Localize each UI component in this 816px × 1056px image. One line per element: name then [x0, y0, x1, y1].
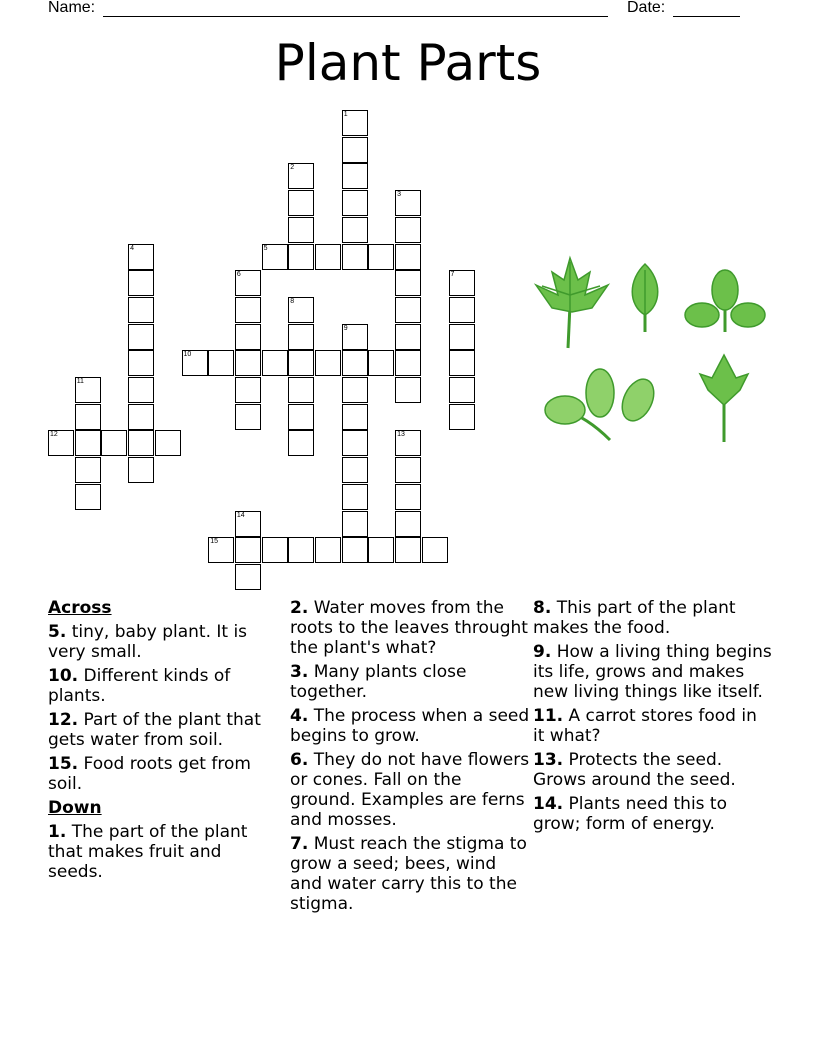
crossword-cell[interactable] [395, 484, 421, 510]
crossword-cell[interactable] [288, 537, 314, 563]
clue-number: 9 [343, 324, 348, 332]
crossword-cell[interactable] [235, 404, 261, 430]
crossword-cell[interactable] [449, 324, 475, 350]
crossword-cell[interactable] [128, 457, 154, 483]
crossword-cell[interactable] [395, 270, 421, 296]
clue-num: 11. [533, 706, 564, 726]
leaf-icon [545, 369, 660, 440]
crossword-cell[interactable] [128, 324, 154, 350]
crossword-cell[interactable] [235, 324, 261, 350]
crossword-cell[interactable] [235, 297, 261, 323]
crossword-cell[interactable] [75, 404, 101, 430]
clue-text: The process when a seed begins to grow. [290, 706, 530, 746]
clue-number: 12 [50, 431, 58, 439]
crossword-cell[interactable] [288, 163, 314, 189]
clue-item [48, 822, 280, 882]
crossword-cell[interactable] [235, 350, 261, 376]
clue-number: 7 [450, 271, 455, 279]
page-title: Plant Parts [274, 34, 542, 92]
clue-num: 3. [290, 662, 309, 682]
clue-item [48, 666, 280, 706]
clue-item [533, 750, 773, 790]
crossword-cell[interactable] [342, 404, 368, 430]
crossword-cell[interactable] [48, 430, 74, 456]
crossword-cell[interactable] [288, 190, 314, 216]
crossword-cell[interactable] [342, 324, 368, 350]
crossword-cell[interactable] [342, 484, 368, 510]
name-label: Name: [48, 0, 96, 16]
clue-text: How a living thing begins its life, grows and makes new living things like itself. [533, 642, 772, 702]
clue-item [290, 750, 530, 830]
clue-number: 4 [130, 244, 134, 252]
crossword-cell[interactable] [315, 244, 341, 270]
clue-text: Plants need this to grow; form of energy. [533, 794, 727, 834]
clue-num: 8. [533, 598, 552, 618]
clue-item [290, 706, 530, 746]
crossword-cell[interactable] [395, 377, 421, 403]
crossword-cell[interactable] [342, 110, 368, 136]
crossword-cell[interactable] [208, 350, 234, 376]
clue-text: Different kinds of plants. [48, 666, 231, 706]
crossword-cell[interactable] [128, 404, 154, 430]
clue-num: 15. [48, 754, 79, 774]
across-clues [48, 622, 280, 794]
crossword-cell[interactable] [288, 297, 314, 323]
crossword-cell[interactable] [315, 537, 341, 563]
leaf-icon [700, 355, 748, 442]
clue-text: Must reach the stigma to grow a seed; bees, wind and water carry this to the stigma. [290, 834, 527, 914]
crossword-cell[interactable] [288, 430, 314, 456]
crossword-cell[interactable] [128, 297, 154, 323]
crossword-cell[interactable] [288, 350, 314, 376]
crossword-cell[interactable] [128, 430, 154, 456]
crossword-cell[interactable] [395, 217, 421, 243]
crossword-cell[interactable] [235, 511, 261, 537]
crossword-cell[interactable] [262, 350, 288, 376]
crossword-cell[interactable] [262, 244, 288, 270]
clue-number: 13 [397, 431, 405, 439]
clue-num: 7. [290, 834, 309, 854]
clue-num: 13. [533, 750, 564, 770]
crossword-cell[interactable] [75, 457, 101, 483]
clue-text: tiny, baby plant. It is very small. [48, 622, 248, 662]
clue-item [48, 754, 280, 794]
clue-text: Water moves from the roots to the leaves throught the plant's what? [290, 598, 528, 658]
crossword-cell[interactable] [342, 457, 368, 483]
clue-item [533, 794, 773, 834]
clue-text: Protects the seed. Grows around the seed. [533, 750, 736, 790]
crossword-cell[interactable] [315, 350, 341, 376]
across-heading: Across [48, 598, 112, 618]
crossword-cell[interactable] [395, 244, 421, 270]
crossword-cell[interactable] [395, 457, 421, 483]
crossword-cell[interactable] [128, 270, 154, 296]
leaves-illustration [530, 250, 775, 450]
crossword-cell[interactable] [368, 244, 394, 270]
crossword-cell[interactable] [342, 163, 368, 189]
crossword-cell[interactable] [342, 190, 368, 216]
down-heading: Down [48, 798, 102, 818]
crossword-cell[interactable] [395, 537, 421, 563]
clue-num: 2. [290, 598, 309, 618]
clue-text: Food roots get from soil. [48, 754, 251, 794]
clues-column-1 [48, 598, 280, 886]
clues-column-3 [533, 598, 773, 838]
clue-item [290, 662, 530, 702]
clue-number: 3 [397, 191, 401, 199]
clues-column-2 [290, 598, 530, 918]
leaf-icon [685, 270, 765, 332]
clue-num: 6. [290, 750, 309, 770]
leaf-icon [632, 264, 658, 332]
clue-number: 10 [183, 351, 192, 359]
clue-text: This part of the plant makes the food. [533, 598, 736, 638]
crossword-cell[interactable] [342, 137, 368, 163]
clue-number: 5 [263, 244, 268, 252]
clue-item [48, 622, 280, 662]
down-clues [48, 822, 280, 882]
crossword-cell[interactable] [422, 537, 448, 563]
clue-num: 9. [533, 642, 552, 662]
clue-num: 5. [48, 622, 67, 642]
crossword-cell[interactable] [395, 350, 421, 376]
crossword-cell[interactable] [449, 297, 475, 323]
crossword-cell[interactable] [288, 404, 314, 430]
crossword-cell[interactable] [235, 270, 261, 296]
crossword-cell[interactable] [342, 377, 368, 403]
crossword-cell[interactable] [368, 350, 394, 376]
crossword-cell[interactable] [342, 244, 368, 270]
clue-number: 15 [210, 538, 218, 546]
clue-num: 4. [290, 706, 309, 726]
clue-number: 2 [290, 164, 295, 172]
crossword-cell[interactable] [288, 377, 314, 403]
clue-item [48, 710, 280, 750]
crossword-cell[interactable] [75, 430, 101, 456]
crossword-cell[interactable] [395, 190, 421, 216]
clue-num: 1. [48, 822, 67, 842]
crossword-cell[interactable] [342, 430, 368, 456]
clue-item [533, 706, 773, 746]
crossword-cell[interactable] [128, 244, 154, 270]
crossword-cell[interactable] [128, 350, 154, 376]
clue-number: 6 [236, 271, 241, 279]
crossword-cell[interactable] [449, 350, 475, 376]
clue-number: 8 [290, 297, 295, 305]
crossword-cell[interactable] [342, 511, 368, 537]
crossword-cell[interactable] [395, 511, 421, 537]
clue-number: 14 [236, 511, 245, 519]
crossword-cell[interactable] [155, 430, 181, 456]
crossword-cell[interactable] [288, 217, 314, 243]
clue-num: 10. [48, 666, 79, 686]
crossword-cell[interactable] [449, 377, 475, 403]
clue-number: 1 [343, 111, 348, 118]
clue-text: They do not have flowers or cones. Fall on the ground. Examples are ferns and mosses. [290, 750, 530, 830]
crossword-cell[interactable] [449, 270, 475, 296]
crossword-cell[interactable] [128, 377, 154, 403]
clue-text: Part of the plant that gets water from soil. [48, 710, 261, 750]
crossword-cell[interactable] [342, 350, 368, 376]
clue-text: A carrot stores food in it what? [533, 706, 757, 746]
crossword-cell[interactable] [262, 537, 288, 563]
crossword-cell[interactable] [75, 377, 101, 403]
clue-text: The part of the plant that makes fruit and seeds. [48, 822, 248, 882]
crossword-cell[interactable] [395, 297, 421, 323]
crossword-cell[interactable] [235, 564, 261, 590]
leaf-icon [536, 258, 608, 348]
crossword-cell[interactable] [395, 324, 421, 350]
crossword-cell[interactable] [395, 430, 421, 456]
crossword-cell[interactable] [368, 537, 394, 563]
crossword-cell[interactable] [208, 537, 234, 563]
crossword-cell[interactable] [235, 377, 261, 403]
clue-item [290, 598, 530, 658]
clue-num: 14. [533, 794, 564, 814]
clue-num: 12. [48, 710, 79, 730]
crossword-cell[interactable] [235, 537, 261, 563]
clue-item [290, 834, 530, 914]
crossword-cell[interactable] [449, 404, 475, 430]
crossword-cell[interactable] [342, 217, 368, 243]
crossword-cell[interactable] [288, 244, 314, 270]
clue-number: 11 [76, 378, 84, 385]
crossword-cell[interactable] [342, 537, 368, 563]
crossword-cell[interactable] [288, 324, 314, 350]
clue-item [533, 598, 773, 638]
clue-text: Many plants close together. [290, 662, 467, 702]
crossword-cell[interactable] [75, 484, 101, 510]
date-label: Date: [627, 0, 666, 16]
clue-item [533, 642, 773, 702]
crossword-cell[interactable] [182, 350, 208, 376]
crossword-cell[interactable] [101, 430, 127, 456]
